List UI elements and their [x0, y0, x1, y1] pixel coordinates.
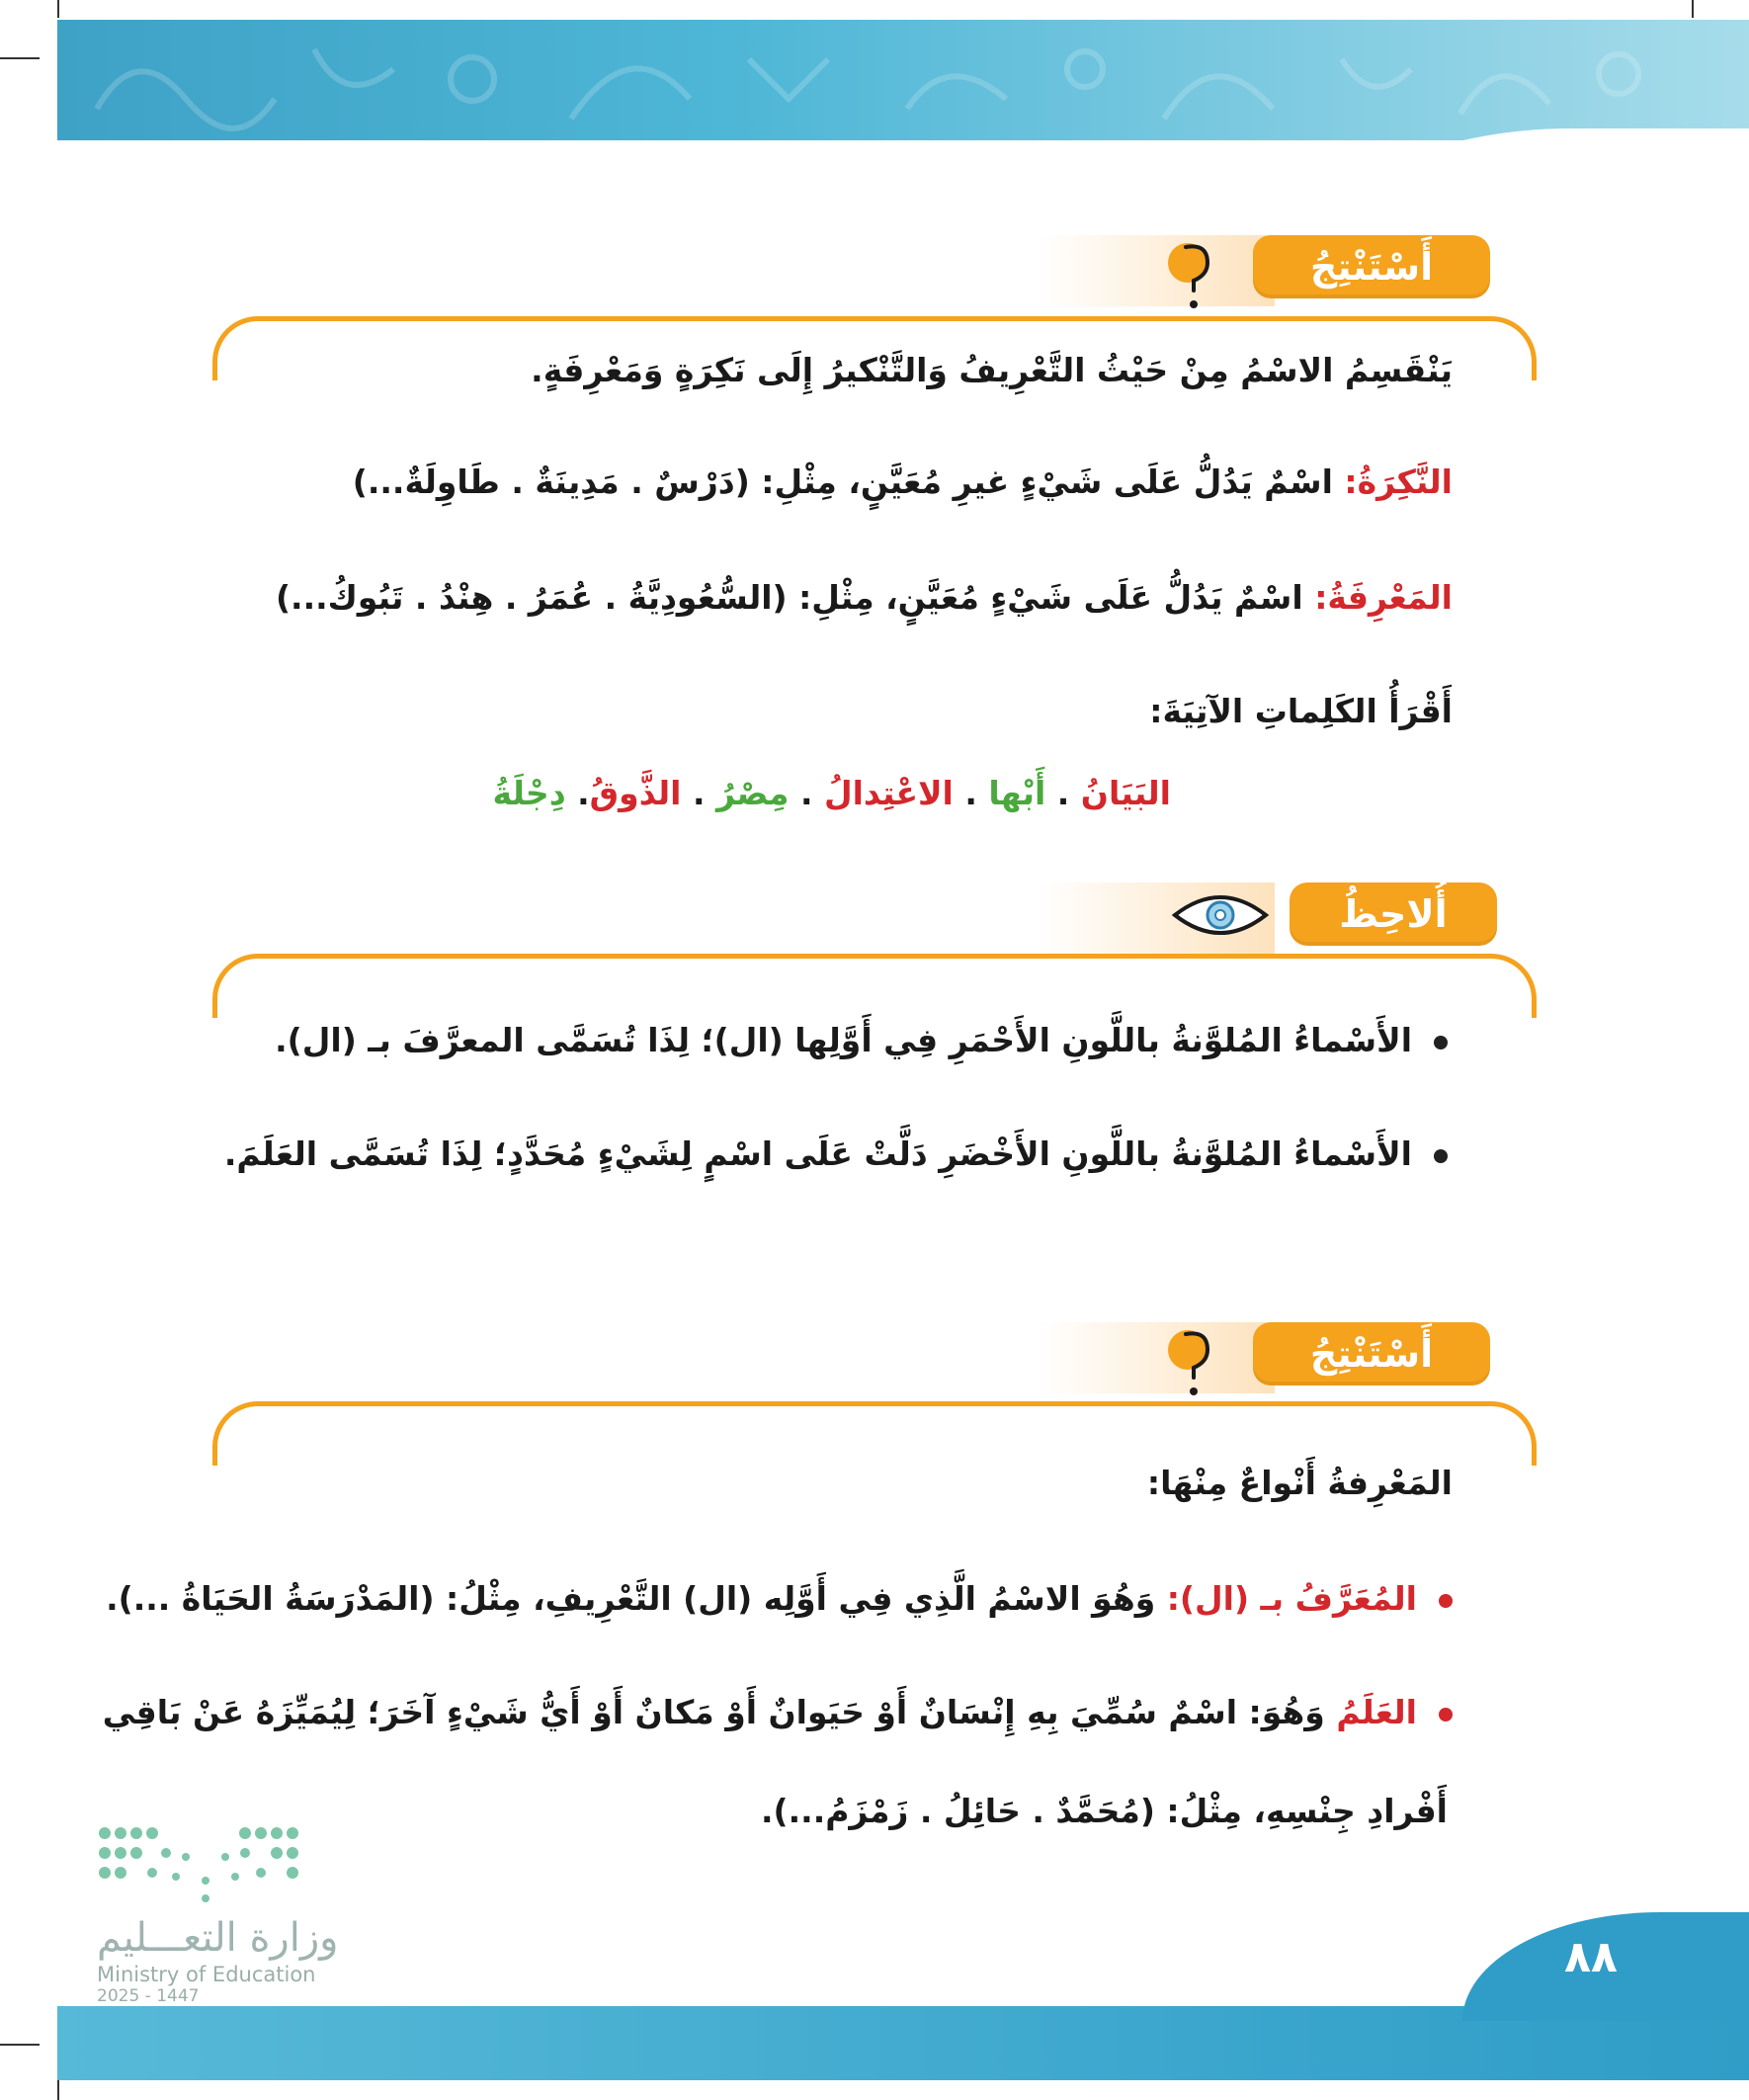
- bullet-dot: [1439, 1708, 1453, 1722]
- crop-mark: [0, 2044, 40, 2046]
- ministry-name-en: Ministry of Education: [97, 1963, 316, 1986]
- crop-mark: [57, 0, 59, 18]
- marifa-text: اسْمٌ يَدُلُّ عَلَى شَيْءٍ مُعَيَّنٍ، مِثْلِ: (السُّعُودِيَّةُ . عُمَرُ . هِنْدُ . تَبُوكُ...): [275, 578, 1315, 617]
- edition-year: 2025 - 1447: [97, 1986, 200, 2006]
- nakira-term: النَّكِرَةُ:: [1344, 462, 1453, 501]
- item1-term: المُعَرَّفُ بـ (ال):: [1166, 1579, 1417, 1618]
- nakira-text: اسْمٌ يَدُلُّ عَلَى شَيْءٍ غيرِ مُعَيَّنٍ، مِثْلِ: (دَرْسٌ . مَدِينَةٌ . طَاوِلَةٌ...): [352, 462, 1345, 501]
- word-item: أَبْها: [988, 774, 1046, 812]
- section3-intro: المَعْرِفةُ أَنْواعٌ مِنْهَا:: [1146, 1464, 1453, 1502]
- bullet-dot: [1434, 1036, 1448, 1050]
- observe-bullet-1: الأَسْماءُ المُلوَّنةُ باللَّونِ الأَحْمَرِ فِي أَوَّلِها (ال)؛ لِذَا تُسَمَّى المعرَّفَ بـ (ال).: [275, 1018, 1448, 1063]
- word-separator: .: [953, 774, 989, 812]
- word-separator: .: [1045, 774, 1081, 812]
- marifa-type-1: [106, 1576, 1453, 1622]
- tab-fade: [1038, 235, 1275, 306]
- bullet-dot: [1434, 1149, 1448, 1163]
- crop-mark: [1692, 0, 1694, 18]
- crop-mark: [0, 57, 40, 59]
- observe-bullet-2: الأَسْماءُ المُلوَّنةُ باللَّونِ الأَخْضَرِ دَلَّتْ عَلَى اسْمٍ لِشَيْءٍ مُحَدَّدٍ؛ لِذَا تُسَمَّى العَلَمَ.: [224, 1132, 1448, 1177]
- ministry-logo: [97, 1823, 309, 1907]
- word-item: مِصْرُ: [715, 774, 790, 812]
- word-item: الذَّوقُ: [589, 774, 682, 812]
- word-list: [492, 771, 1171, 816]
- crop-mark: [57, 2080, 59, 2100]
- section-title-conclude: أَسْتَنْتِجُ: [1253, 235, 1490, 298]
- section3-panel: [212, 1401, 1537, 1466]
- marifa-type-2-cont: أَفْرادِ جِنْسِهِ، مِثْلُ: (مُحَمَّدٌ . حَائِلُ . زَمْزَمُ...).: [761, 1792, 1448, 1830]
- section1-intro: يَنْقَسِمُ الاسْمُ مِنْ حَيْثُ التَّعْرِيفُ وَالتَّنْكيرُ إِلَى نَكِرَةٍ وَمَعْرِفَةٍ.: [531, 351, 1453, 389]
- word-item: الاعْتِدالُ: [823, 774, 954, 812]
- word-item: دِجْلَةُ: [492, 774, 566, 812]
- word-separator: .: [565, 774, 590, 812]
- section2-panel: [212, 954, 1537, 1018]
- ministry-name-ar: وزارة التعـــليم: [97, 1915, 339, 1961]
- section-title-conclude-2: أَسْتَنْتِجُ: [1253, 1322, 1490, 1386]
- eye-icon: [1171, 887, 1270, 943]
- marifa-definition: [276, 575, 1453, 621]
- bullet-dot: [1439, 1594, 1453, 1608]
- word-item: البَيَانُ: [1080, 774, 1171, 812]
- nakira-definition: [353, 460, 1453, 505]
- word-separator: .: [681, 774, 716, 812]
- question-mark-icon: [1164, 1324, 1223, 1403]
- read-prompt: أَقْرَأُ الكَلِماتِ الآتِيَةَ:: [1149, 692, 1453, 730]
- item2-text: وَهُوَ: اسْمٌ سُمِّيَ بِهِ إِنْسَانٌ أَوْ حَيَوانٌ أَوْ مَكانٌ أَوْ أَيُّ شَيْءٍ آخَرَ؛ لِيُمَيِّزَهُ عَنْ بَاقِي: [102, 1693, 1337, 1731]
- word-separator: .: [789, 774, 824, 812]
- marifa-term: المَعْرِفَةُ:: [1314, 578, 1453, 617]
- tab-fade: [1038, 1322, 1275, 1393]
- section-title-observe: أُلاحِظُ: [1290, 882, 1497, 946]
- question-mark-icon: [1164, 237, 1223, 316]
- calligraphy-pattern: [57, 20, 1749, 140]
- item2-term: العَلَمُ: [1336, 1693, 1417, 1731]
- marifa-type-2: [103, 1690, 1453, 1735]
- page-number: ٨٨: [1564, 1932, 1618, 1982]
- item1-text: وَهُوَ الاسْمُ الَّذِي فِي أَوَّلِه (ال) التَّعْرِيفِ، مِثْلُ: (المَدْرَسَةُ الحَيَاةُ ...).: [106, 1579, 1167, 1618]
